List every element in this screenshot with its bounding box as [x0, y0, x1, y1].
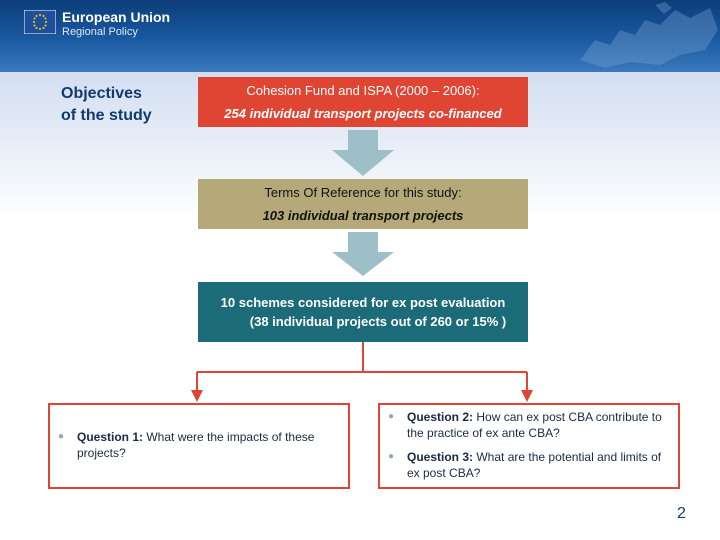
question-2 [388, 409, 672, 441]
question-2-label: Question 2: [407, 410, 474, 424]
schemes-title: 10 schemes considered for ex post evaluation [220, 295, 506, 310]
bullet-icon: ● [388, 411, 395, 422]
terms-of-reference-title: Terms Of Reference for this study: [264, 185, 462, 200]
page-number: 2 [677, 505, 686, 522]
question-1-text: What were the impacts of these projects? [77, 430, 315, 460]
bullet-icon: ● [58, 431, 65, 442]
question-3 [388, 449, 667, 481]
brand-title: European Union [62, 9, 171, 25]
question-3-label: Question 3: [407, 450, 474, 464]
bullet-icon: ● [388, 451, 395, 462]
brand-subtitle: Regional Policy [62, 26, 138, 38]
cohesion-fund-title: Cohesion Fund and ISPA (2000 – 2006): [246, 83, 480, 98]
cohesion-fund-detail: 254 individual transport projects co-financed [224, 106, 502, 121]
question-1-label: Question 1: [77, 430, 144, 444]
objectives-line-2: of the study [61, 107, 152, 124]
objectives-line-1: Objectives [61, 85, 142, 102]
terms-of-reference-detail: 103 individual transport projects [262, 208, 464, 223]
schemes-detail: (38 individual projects out of 260 or 15% ) [249, 314, 507, 329]
question-3-text: What are the potential and limits of ex post CBA? [407, 450, 662, 480]
question-2-text: How can ex post CBA contribute to the practice of ex ante CBA? [407, 410, 662, 440]
question-1 [58, 429, 332, 461]
